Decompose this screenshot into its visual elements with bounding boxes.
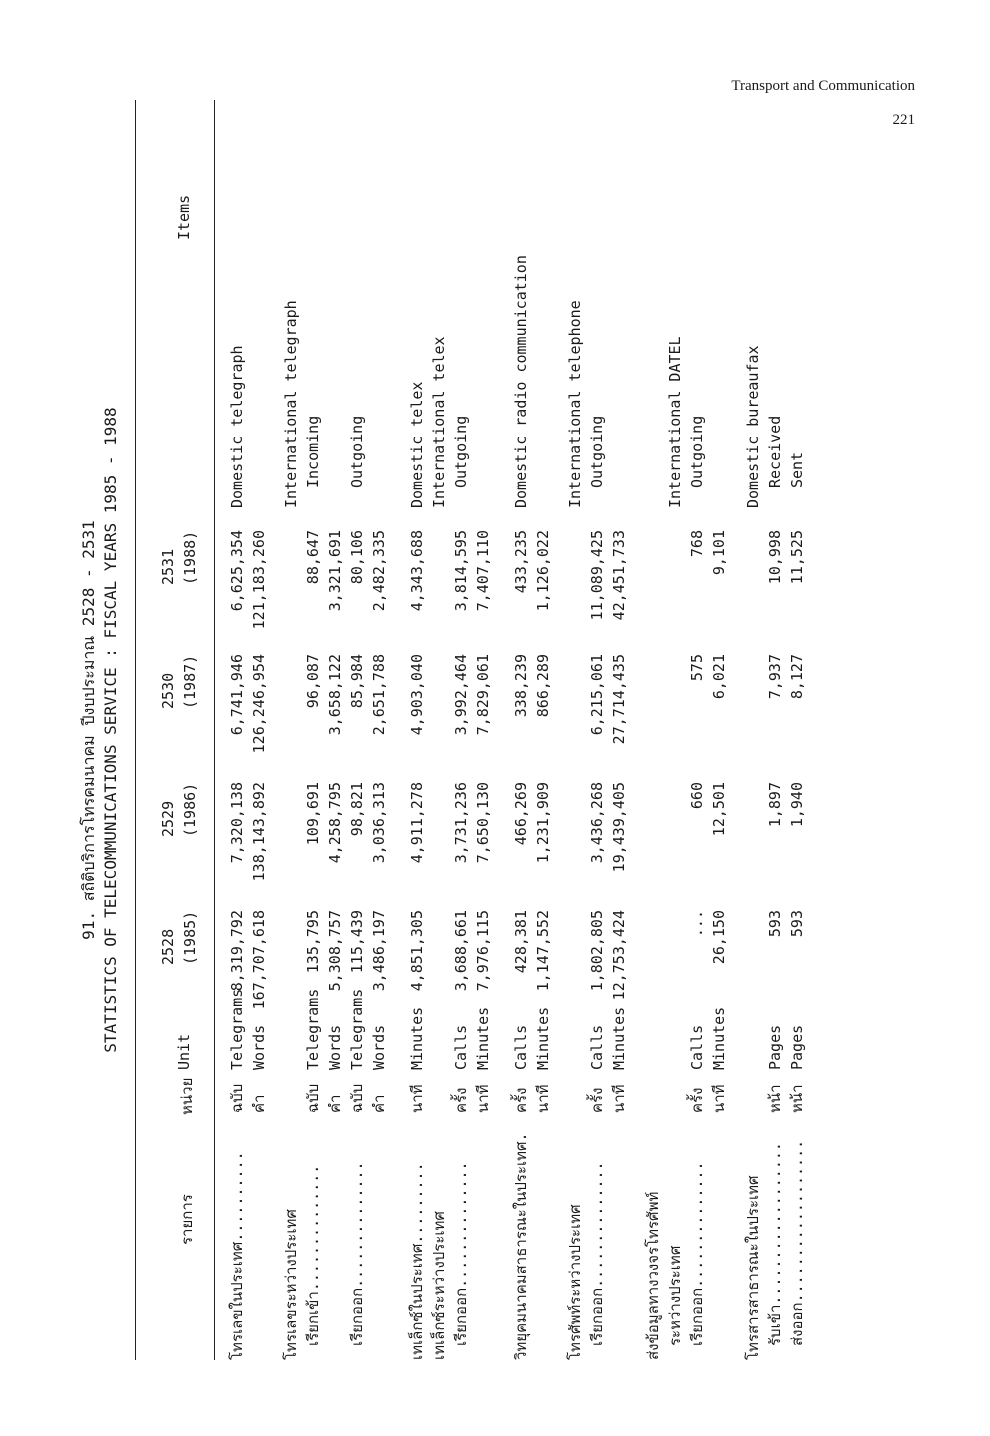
value-1986: 466,269 [512,782,530,846]
year-be: 2529 [159,800,177,837]
table-row [643,100,663,1360]
unit: Minutes [610,1006,628,1070]
row-label-english: Incoming [304,415,322,488]
unit: Pages [788,1024,806,1070]
table-row [369,100,389,1360]
unit: Words [250,1024,268,1070]
value-1987: 575 [688,654,706,682]
value-1987: 6,215,061 [588,654,606,736]
table-row [347,100,367,1360]
unit-thai: ครั้ง [512,1087,530,1113]
unit: Pages [766,1024,784,1070]
row-label-english: Domestic bureaufax [744,345,762,508]
unit: Calls [688,1024,706,1070]
value-1985: 3,688,661 [452,910,470,992]
year-header-1988 [157,465,201,585]
value-1986: 138,143,892 [250,782,268,882]
value-1986: 109,691 [304,782,322,846]
value-1987: 2,651,788 [370,654,388,736]
table-row [587,100,607,1360]
value-1986: 4,258,795 [326,782,344,864]
year-ce: (1986) [181,782,199,837]
value-1985: 7,976,115 [474,910,492,992]
row-label-thai: รับเข้า.................. [766,1142,784,1346]
table-row [787,100,807,1360]
table-row [765,100,785,1360]
value-1986: 19,439,405 [610,782,628,873]
row-label-thai: วิทยุคมนาคมสาธารณะในประเทศ. [512,1132,530,1360]
unit-thai: คำ [326,1094,344,1113]
unit: Words [370,1024,388,1070]
year-be: 2528 [159,928,177,965]
value-1986: 7,320,138 [228,782,246,864]
table-row [281,100,301,1360]
value-1988: 11,089,425 [588,530,606,621]
value-1988: 80,106 [348,530,366,585]
value-1985: 12,753,424 [610,910,628,1001]
value-1986: 3,731,236 [452,782,470,864]
row-label-english: Outgoing [588,415,606,488]
value-1985: 26,150 [710,910,728,965]
table-row [609,100,629,1360]
unit: Calls [452,1024,470,1070]
row-label-thai: เรียกออก.............. [588,1161,606,1346]
unit-thai: ครั้ง [452,1087,470,1113]
rotated-table [77,100,937,1360]
year-ce: (1987) [181,654,199,709]
value-1988: 4,343,688 [408,530,426,612]
unit-thai: ฉบับ [228,1083,246,1113]
unit-thai: คำ [370,1094,388,1113]
row-label-english: International telex [430,336,448,508]
value-1985: 1,147,552 [534,910,552,992]
value-1987: 338,239 [512,654,530,718]
value-1988: 121,183,260 [250,530,268,630]
header-unit-thai: หน่วย [178,1077,196,1115]
table-title-thai: 91. สถิติบริการโทรคมนาคม ปีงบประมาณ 2528 - 2531 [79,520,98,940]
row-label-thai: เรียกออก.............. [452,1161,470,1346]
top-rule [135,100,136,1360]
value-1987: 866,289 [534,654,552,718]
row-label-english: Domestic telegraph [228,345,246,508]
header-rule [214,100,215,1360]
value-1986: 3,036,313 [370,782,388,864]
value-1986: 7,650,130 [474,782,492,864]
year-header-1985 [157,845,201,965]
value-1987: 6,021 [710,654,728,700]
page-number: 221 [892,112,915,128]
value-1985: 428,381 [512,910,530,974]
table-row [325,100,345,1360]
value-1986: 4,911,278 [408,782,426,864]
value-1988: 433,235 [512,530,530,594]
value-1985: 593 [788,910,806,938]
value-1986: 1,231,909 [534,782,552,864]
year-header-1987 [157,589,201,709]
unit: Minutes [710,1006,728,1070]
header-items-thai: รายการ [178,1194,196,1245]
value-1988: 3,321,691 [326,530,344,612]
value-1986: 660 [688,782,706,810]
table-row [473,100,493,1360]
unit-thai: ครั้ง [688,1087,706,1113]
value-1988: 3,814,595 [452,530,470,612]
value-1985: 5,308,757 [326,910,344,992]
table-row [665,100,685,1360]
row-label-english: Sent [788,451,806,488]
value-1985: 135,795 [304,910,322,974]
table-row [451,100,471,1360]
running-head: Transport and Communication [731,78,915,94]
header-unit-english: Unit [175,1033,193,1070]
table-row [687,100,707,1360]
table-row [407,100,427,1360]
unit: Calls [588,1024,606,1070]
value-1988: 768 [688,530,706,558]
value-1985: 1,802,805 [588,910,606,992]
header-items-english: Items [175,194,193,240]
row-label-thai: โทรศัพท์ระหว่างประเทศ [566,1204,584,1360]
unit: Calls [512,1024,530,1070]
unit-thai: ฉบับ [348,1083,366,1113]
value-1985: 8,319,792 [228,910,246,992]
year-ce: (1985) [181,910,199,965]
unit: Telegrams [228,988,246,1070]
value-1987: 3,658,122 [326,654,344,736]
row-label-thai: เรียกออก.............. [348,1161,366,1346]
value-1985: 167,707,618 [250,910,268,1010]
row-label-english: Domestic radio communication [512,255,530,508]
value-1988: 2,482,335 [370,530,388,612]
unit: Telegrams [304,988,322,1070]
unit: Minutes [408,1006,426,1070]
value-1988: 6,625,354 [228,530,246,612]
value-1985: ... [688,910,706,938]
unit-thai: นาที [610,1084,628,1113]
value-1986: 98,821 [348,782,366,837]
unit-thai: ฉบับ [304,1083,322,1113]
unit: Telegrams [348,988,366,1070]
value-1987: 4,903,040 [408,654,426,736]
row-label-english: International telephone [566,300,584,508]
row-label-thai: เทเล็กซ์ในประเทศ......... [408,1162,426,1360]
table-row [429,100,449,1360]
row-label-english: Outgoing [348,415,366,488]
value-1986: 1,940 [788,782,806,828]
row-label-english: Received [766,415,784,488]
table-row [565,100,585,1360]
value-1988: 9,101 [710,530,728,576]
value-1986: 1,897 [766,782,784,828]
year-be: 2530 [159,672,177,709]
row-label-english: International telegraph [282,300,300,508]
table-title-english: STATISTICS OF TELECOMMUNICATIONS SERVICE : FISCAL YEARS 1985 - 1988 [101,407,120,1053]
unit-thai: หน้า [788,1084,806,1113]
value-1987: 126,246,954 [250,654,268,754]
unit-thai: ครั้ง [588,1087,606,1113]
row-label-thai: โทรสารสาธารณะในประเทศ [744,1175,762,1360]
year-header-1986 [157,717,201,837]
value-1988: 88,647 [304,530,322,585]
unit: Words [326,1024,344,1070]
table-row [709,100,729,1360]
row-label-english: International DATEL [666,336,684,508]
value-1987: 7,937 [766,654,784,700]
value-1986: 3,436,268 [588,782,606,864]
unit: Minutes [534,1006,552,1070]
row-label-english: Domestic telex [408,381,426,508]
row-label-english: Outgoing [688,415,706,488]
value-1987: 3,992,464 [452,654,470,736]
table-row [249,100,269,1360]
year-be: 2531 [159,548,177,585]
value-1988: 42,451,733 [610,530,628,621]
value-1988: 7,407,110 [474,530,492,612]
value-1987: 85,984 [348,654,366,709]
value-1987: 27,714,435 [610,654,628,745]
table-row [743,100,763,1360]
row-label-thai: โทรเลขระหว่างประเทศ [282,1209,300,1360]
table-row [303,100,323,1360]
unit: Minutes [474,1006,492,1070]
row-label-thai: ส่งออก.................. [788,1139,806,1346]
year-ce: (1988) [181,530,199,585]
value-1988: 11,525 [788,530,806,585]
table-row [511,100,531,1360]
row-label-thai: ส่งข้อมูลทางวงจรโทรศัพท์ [644,1191,662,1360]
row-label-thai: เรียกออก.............. [688,1161,706,1346]
value-1988: 10,998 [766,530,784,585]
row-label-thai: โทรเลขในประเทศ.......... [228,1151,246,1360]
row-label-thai: เทเล็กซ์ระหว่างประเทศ [430,1211,448,1360]
unit-thai: นาที [534,1084,552,1113]
value-1987: 7,829,061 [474,654,492,736]
row-label-thai: เรียกเข้า.............. [304,1164,322,1346]
table-row [533,100,553,1360]
unit-thai: นาที [474,1084,492,1113]
value-1985: 4,851,305 [408,910,426,992]
row-label-english: Outgoing [452,415,470,488]
table-row [227,100,247,1360]
value-1987: 8,127 [788,654,806,700]
unit-thai: นาที [408,1084,426,1113]
unit-thai: คำ [250,1094,268,1113]
value-1987: 96,087 [304,654,322,709]
unit-thai: นาที [710,1084,728,1113]
value-1985: 3,486,197 [370,910,388,992]
value-1986: 12,501 [710,782,728,837]
row-label-thai: ระหว่างประเทศ [666,1245,684,1346]
unit-thai: หน้า [766,1084,784,1113]
value-1985: 593 [766,910,784,938]
value-1987: 6,741,946 [228,654,246,736]
value-1985: 115,439 [348,910,366,974]
value-1988: 1,126,022 [534,530,552,612]
